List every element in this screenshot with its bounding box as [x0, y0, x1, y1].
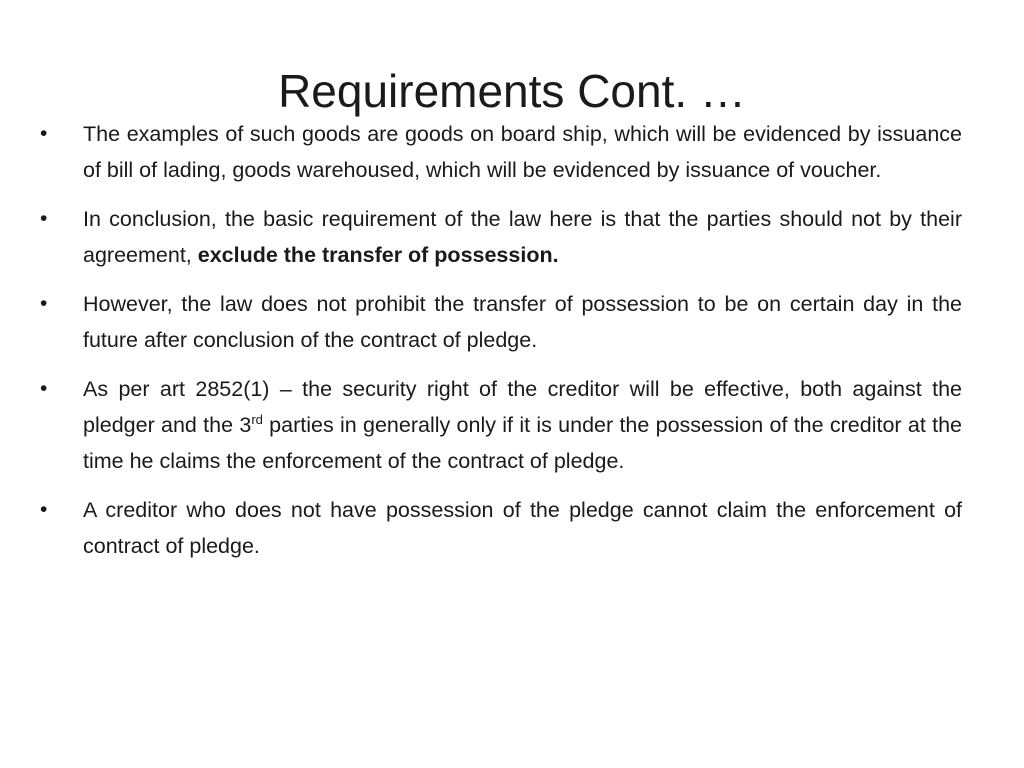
bullet-text-continued: parties in generally only if it is under the possession of the creditor at the time he claims the enforcement of the contract of pledge. — [83, 413, 962, 473]
bullet-bold-text: exclude the transfer of possession. — [197, 243, 559, 267]
slide-title: Requirements Cont. … — [278, 64, 746, 117]
bullet-item-3 — [40, 286, 962, 358]
bullet-item-1 — [40, 116, 962, 188]
bullet-icon: • — [40, 377, 48, 400]
bullet-text: A creditor who does not have possession of the pledge cannot claim the enforcement of contract of pledge. — [83, 498, 962, 558]
bullet-text: In conclusion, the basic requirement of the law here is that the parties should not by their agreement, — [83, 207, 962, 267]
bullet-icon: • — [40, 207, 48, 230]
bullet-text: However, the law does not prohibit the transfer of possession to be on certain day in the future after conclusion of the contract of pledge. — [83, 292, 962, 352]
bullet-icon: • — [40, 498, 48, 521]
bullet-item-2 — [40, 201, 962, 273]
bullet-icon: • — [40, 292, 48, 315]
ordinal-superscript: rd — [251, 411, 263, 427]
bullet-text: The examples of such goods are goods on board ship, which will be evidenced by issuance of bill of lading, goods warehoused, which will be evidenced by issuance of voucher. — [83, 122, 962, 182]
bullet-item-4 — [40, 371, 962, 479]
bullet-text: As per art 2852(1) – the security right of the creditor will be effective, both against the pledger and the 3 — [83, 377, 962, 437]
bullet-list — [40, 116, 962, 577]
bullet-icon: • — [40, 122, 48, 145]
bullet-item-5 — [40, 492, 962, 564]
